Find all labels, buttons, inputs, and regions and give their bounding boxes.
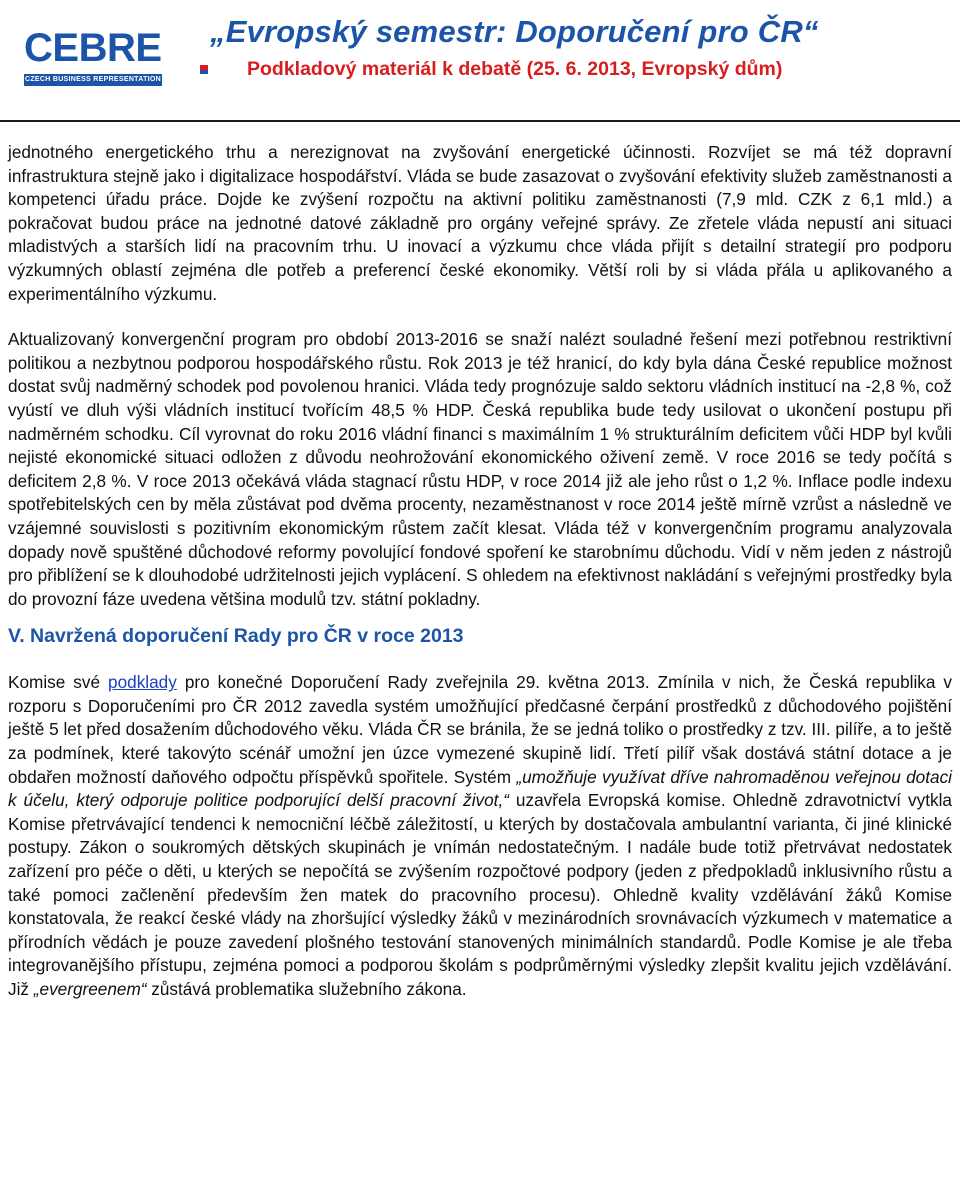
paragraph-energy: jednotného energetického trhu a nerezignovat na zvyšování energetické účinnosti. Rozvíjet se má též dopravní infrastruktura stejně jako i digitalizace hospodářství. Vláda se bude zasazovat o zvyšování efektivity služeb zaměstnanosti a kompetenci úřadu práce. Dojde ke zvýšení rozpočtu na aktivní politiku zaměstnanosti (7,9 mld. CZK z 6,1 mld.) a pokračovat budou práce na jednotné datové základně pro orgány veřejné správy. Ze zřetele vláda nepustí ani situaci mladistvých a starších lidí na pracovním trhu. U inovací a výzkumu chce vláda přijít s detailní strategií pro podporu výzkumných oblastí zejména dle potřeb a preferencí české ekonomiky. Větší roli by si vláda přála u aplikovaného a experimentálního výzkumu. xyxy=(8,142,952,304)
text-segment: uzavřela Evropská komise. Ohledně zdravotnictví vytkla Komise přetrvávající tendenci k nemocniční léčbě záležitostí, u kterých by dostačovala ambulantní varianta, či jiné klinické postupy. Zákon o soukromých dětských skupinách je vnímán nedostatečným. I nadále bude totiž přetrvávat nedostatek zařízení pro péče o děti, u kterých se nepočítá se zvýšením rozpočtové podpory (jeden z předpokladů inklusivního růstu a také pomoci začlenění především žen matek do pracovního procesu). Ohledně kvality vzdělávání žáků Komise konstatovala, že reakcí české vlády na zhoršující výsledky žáků v mezinárodních srovnávacích výzkumech v matematice a přírodních vědách je pouze zavedení plošného testování stanovených minimálních standardů. Podle Komise je ale třeba integrovanějšího přístupu, zejména pomoci a podporou školám s podprůměrnými výsledky zlepšit kvalitu jejich vzdělávání. Již xyxy=(8,790,952,999)
czech-flag-icon xyxy=(200,60,208,74)
cebre-logo xyxy=(14,8,190,96)
text-segment: zůstává problematika služebního zákona. xyxy=(146,979,467,999)
podklady-link[interactable]: podklady xyxy=(108,672,177,693)
logo-tagline: CZECH BUSINESS REPRESENTATION xyxy=(24,74,162,86)
logo-wordmark: CEBRE xyxy=(24,26,162,70)
page-header xyxy=(0,0,960,122)
commission-quote: „umožňuje využívat dříve nahromaděnou veřejnou dotaci k účelu, který odporuje politice podporující delší pracovní život,“ xyxy=(8,766,952,811)
text-segment: pro konečné Doporučení Rady zveřejnila 29. května 2013. Zmínila v nich, že Česká republika v rozporu s Doporučeními pro ČR 2012 zavedla systém umožňující předčasné čerpání prostředků z důchodového pojištění ještě 5 let před dosažením důchodového věku. Vláda ČR se bránila, že se jedná toliko o prostředky z tzv. III. pilíře, a to ještě za podmínek, které takovýto scénář umožní jen úzce vymezené skupině lidí. Třetí pilíř však dostává státní dotace a je obdařen možností daňového odpočtu příspěvků spořitele. Systém xyxy=(8,672,952,787)
header-divider xyxy=(0,120,960,122)
paragraph-recommendations xyxy=(8,671,952,1001)
section-heading: V. Navržená doporučení Rady pro ČR v roce 2013 xyxy=(8,625,464,648)
document-subtitle: Podkladový materiál k debatě (25. 6. 2013, Evropský dům) xyxy=(247,58,783,80)
document-body xyxy=(8,141,952,1002)
evergreen-term: „evergreenem“ xyxy=(33,979,147,999)
text-segment: Komise své xyxy=(8,672,109,693)
document-title: „Evropský semestr: Doporučení pro ČR“ xyxy=(210,14,819,49)
paragraph-convergence: Aktualizovaný konvergenční program pro období 2013-2016 se snaží nalézt souladné řešení mezi potřebnou restriktivní politikou a nezbytnou podporou hospodářského růstu. Rok 2013 je též hranicí, do kdy byla dána České republice možnost dostat svůj nadměrný schodek pod povolenou hranici. Vláda tedy prognózuje saldo sektoru vládních institucí na -2,8 %, což vyústí ve dluh výši vládních institucí tvořícím 48,5 % HDP. Česká republika bude tedy usilovat o ukončení postupu při nadměrném schodku. Cíl vyrovnat do roku 2016 vládní financi s maximálním 1 % strukturálním deficitem vůči HDP byl kvůli nejisté ekonomické situaci odložen z důvodu neohrožování ekonomického oživení země. V roce 2016 se tedy počítá s deficitem 2,8 %. V roce 2013 očekává vláda stagnací růstu HDP, v roce 2014 již ale jeho růst o 1,2 %. Inflace podle indexu spotřebitelských cen by měla zůstávat pod dvěma procenty, nezaměstnanost v roce 2014 ještě mírně vzrůst a následně ve vzájemné souvislosti s pozitivním ekonomickým růstem začít klesat. Vláda též v konvergenčním programu analyzovala dopady nově spuštěné důchodové reformy povolující fondové spoření ke starobnímu důchodu. Vidí v něm jeden z nástrojů pro přiblížení se k dlouhodobé udržitelnosti jejich vyplácení. S ohledem na efektivnost nakládání s veřejnými prostředky byla do provozní fáze uvedena většina modulů tzv. státní pokladny. xyxy=(8,329,952,609)
